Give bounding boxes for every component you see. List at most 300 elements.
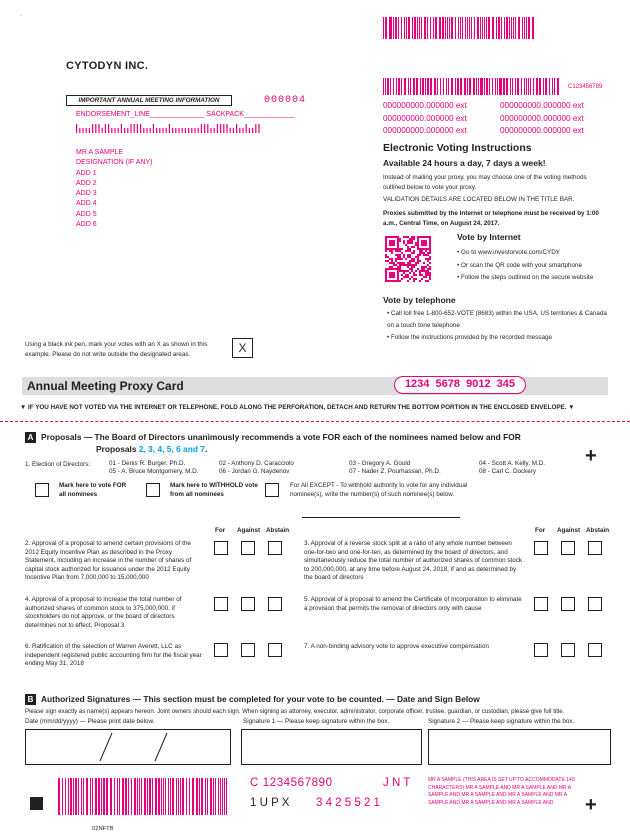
qr-module xyxy=(411,260,413,262)
qr-module xyxy=(409,254,411,256)
qr-module xyxy=(387,236,389,238)
qr-module xyxy=(389,266,391,268)
account-barcode xyxy=(383,78,561,95)
barcode-bar xyxy=(78,778,79,815)
qr-module xyxy=(393,240,395,242)
barcode-bar xyxy=(464,78,465,95)
qr-module xyxy=(385,242,387,244)
side-barcode xyxy=(20,115,34,230)
barcode-bar xyxy=(460,78,462,95)
barcode-bar xyxy=(465,17,466,39)
nominee-07: 07 - Nader Z. Pourhassan, Ph.D. xyxy=(349,468,441,475)
proposal-3-for[interactable] xyxy=(534,541,548,555)
barcode-bar xyxy=(161,778,162,815)
qr-module xyxy=(395,254,397,256)
barcode-bar xyxy=(425,78,426,95)
qr-module xyxy=(403,276,405,278)
barcode-bar xyxy=(20,181,34,182)
qr-module xyxy=(417,246,419,248)
qr-module xyxy=(391,248,393,250)
qr-module xyxy=(423,248,425,250)
col-for: For xyxy=(215,527,226,534)
barcode-bar xyxy=(390,78,392,95)
qr-module xyxy=(415,264,417,266)
barcode-bar xyxy=(515,78,516,95)
barcode-bar xyxy=(504,17,505,39)
postal-bar xyxy=(166,128,167,133)
qr-module xyxy=(391,242,393,244)
postal-bar xyxy=(159,128,160,133)
barcode-bar xyxy=(522,17,523,39)
qr-module xyxy=(417,260,419,262)
qr-module xyxy=(385,246,387,248)
barcode-bar xyxy=(186,778,187,815)
qr-module xyxy=(399,256,401,258)
barcode-bar xyxy=(433,17,435,39)
barcode-bar xyxy=(495,78,496,95)
qr-module xyxy=(409,240,411,242)
election-label: 1. Election of Directors: xyxy=(25,461,91,468)
qr-module xyxy=(419,272,421,274)
postal-bar xyxy=(140,124,141,133)
barcode-bar xyxy=(440,78,441,95)
barcode-bar xyxy=(445,17,446,39)
qr-module xyxy=(389,274,391,276)
barcode-bar xyxy=(471,17,473,39)
qr-module xyxy=(429,240,431,242)
barcode-bar xyxy=(398,78,400,95)
section-b-title: Authorized Signatures — This section must be completed for your vote to be counted. — Date and Sign Below xyxy=(41,694,480,704)
barcode-bar xyxy=(543,78,544,95)
postal-bar xyxy=(175,128,176,133)
barcode-bar xyxy=(158,778,160,815)
qr-module xyxy=(401,264,403,266)
qr-module xyxy=(423,240,425,242)
barcode-bar xyxy=(478,78,479,95)
qr-module xyxy=(407,270,409,272)
address-line: ADD 3 xyxy=(76,190,97,198)
vote-for-all-checkbox[interactable] xyxy=(35,483,49,497)
qr-module xyxy=(427,260,429,262)
postal-bar xyxy=(108,124,109,133)
ext-line: 000000000.000000 ext xyxy=(500,101,584,110)
postal-bar xyxy=(118,128,119,133)
qr-module xyxy=(397,258,399,260)
barcode-bar xyxy=(406,17,407,39)
barcode-bar xyxy=(20,149,34,151)
barcode-bar xyxy=(20,173,34,174)
proposal-7-abstain[interactable] xyxy=(588,643,602,657)
barcode-bar xyxy=(90,778,91,815)
barcode-bar xyxy=(20,152,34,154)
ext-line: 000000000.000000 ext xyxy=(383,101,467,110)
postal-bar xyxy=(220,124,221,133)
phone-step: • Call toll free 1-800-652-VOTE (8683) within the USA, US territories & Canada on a touch tone telephone xyxy=(387,310,607,329)
barcode-bar xyxy=(455,17,456,39)
barcode-bar xyxy=(207,778,208,815)
barcode-bar xyxy=(20,143,34,145)
validation-note: VALIDATION DETAILS ARE LOCATED BELOW IN THE TITLE BAR. xyxy=(383,196,575,203)
barcode-bar xyxy=(404,78,406,95)
signature-2-label: Signature 2 — Please keep signature within the box. xyxy=(428,718,575,725)
qr-module xyxy=(419,270,421,272)
barcode-bar xyxy=(106,778,108,815)
qr-module xyxy=(405,264,407,266)
barcode-bar xyxy=(408,17,410,39)
barcode-bar xyxy=(20,160,34,161)
qr-module xyxy=(409,256,411,258)
proposal-3-against[interactable] xyxy=(561,541,575,555)
proposal-7: 7. A non-binding advisory vote to approve executive compensation xyxy=(304,643,489,650)
qr-module xyxy=(425,258,427,260)
qr-module xyxy=(397,272,399,274)
footer-plus-icon: + xyxy=(585,794,597,816)
qr-module xyxy=(425,272,427,274)
qr-module xyxy=(397,244,399,246)
qr-module xyxy=(385,256,387,258)
internet-step: • Go to www.investorvote.com/CYDY xyxy=(457,249,560,256)
barcode-bar xyxy=(524,78,525,95)
qr-module xyxy=(423,276,425,278)
qr-module xyxy=(403,272,405,274)
postal-bar xyxy=(236,124,237,133)
barcode-bar xyxy=(20,177,34,179)
qr-module xyxy=(409,262,411,264)
barcode-bar xyxy=(457,78,459,95)
barcode-bar xyxy=(144,778,146,815)
qr-module xyxy=(397,250,399,252)
barcode-bar xyxy=(20,146,34,147)
barcode-bar xyxy=(20,122,34,123)
section-b-instructions: Please sign exactly as name(s) appears hereon. Joint owners should each sign. When signing as attorney, executor, administrator, corporate officer, trustee, guardian, or custodian, please give full title. xyxy=(25,708,565,715)
barcode-bar xyxy=(545,78,547,95)
barcode-bar xyxy=(404,17,405,39)
barcode-bar xyxy=(447,17,448,39)
nominee-01: 01 - Denis R. Burger, Ph.D. xyxy=(109,460,186,467)
qr-module xyxy=(425,244,427,246)
postal-bar xyxy=(204,124,205,133)
section-a-title: Proposals — The Board of Directors unanimously recommends a vote FOR each of the nominees named below and FOR xyxy=(41,432,521,442)
qr-module xyxy=(407,248,409,250)
proposal-2-against[interactable] xyxy=(241,541,255,555)
date-label: Date (mm/dd/yyyy) — Please print date below. xyxy=(25,718,155,725)
barcode-bar xyxy=(401,78,402,95)
barcode-bar xyxy=(128,778,129,815)
postal-bar xyxy=(92,124,93,133)
barcode-bar xyxy=(92,778,93,815)
proposal-7-for[interactable] xyxy=(534,643,548,657)
barcode-bar xyxy=(413,78,415,95)
proposal-6-for[interactable] xyxy=(214,643,228,657)
proposal-2-abstain[interactable] xyxy=(268,541,282,555)
barcode-bar xyxy=(20,184,34,185)
barcode-bar xyxy=(218,778,219,815)
qr-module xyxy=(429,242,431,244)
barcode-bar xyxy=(500,78,502,95)
barcode-bar xyxy=(20,221,34,223)
qr-module xyxy=(397,236,399,238)
qr-module xyxy=(389,272,391,274)
qr-module xyxy=(417,242,419,244)
qr-module xyxy=(415,270,417,272)
qr-module xyxy=(425,276,427,278)
qr-module xyxy=(417,248,419,250)
barcode-bar xyxy=(20,115,34,117)
proposal-3-abstain[interactable] xyxy=(588,541,602,555)
barcode-bar xyxy=(393,78,394,95)
qr-module xyxy=(429,266,431,268)
postal-bar xyxy=(185,128,186,133)
qr-module xyxy=(385,268,387,270)
internet-title: Vote by Internet xyxy=(457,232,521,242)
barcode-bar xyxy=(178,778,179,815)
qr-module xyxy=(419,274,421,276)
proposal-5-abstain[interactable] xyxy=(588,597,602,611)
proposal-6-against[interactable] xyxy=(241,643,255,657)
proposal-2-for[interactable] xyxy=(214,541,228,555)
barcode-bar xyxy=(408,78,409,95)
barcode-bar xyxy=(515,17,516,39)
barcode-bar xyxy=(119,778,120,815)
barcode-bar xyxy=(20,200,34,202)
qr-module xyxy=(417,244,419,246)
barcode-bar xyxy=(554,78,555,95)
barcode-bar xyxy=(511,17,512,39)
barcode-bar xyxy=(488,17,490,39)
qr-module xyxy=(427,268,429,270)
barcode-bar xyxy=(131,778,132,815)
postal-bar xyxy=(169,124,170,133)
qr-module xyxy=(419,250,421,252)
barcode-bar xyxy=(557,78,559,95)
barcode-bar xyxy=(533,78,535,95)
postal-bar xyxy=(89,128,90,133)
proposal-5-against[interactable] xyxy=(561,597,575,611)
qr-module xyxy=(403,242,405,244)
qr-module xyxy=(421,266,423,268)
postal-bar xyxy=(191,128,192,133)
qr-module xyxy=(415,262,417,264)
qr-module xyxy=(409,268,411,270)
col-abstain: Abstain xyxy=(266,527,290,534)
phone-step: • Follow the instructions provided by the recorded message xyxy=(387,334,552,341)
barcode-bar xyxy=(20,211,34,213)
barcode-bar xyxy=(410,78,412,95)
internet-step: • Or scan the QR code with your smartphone xyxy=(457,261,583,269)
postal-bar xyxy=(105,124,106,133)
qr-module xyxy=(393,274,395,276)
qr-module xyxy=(429,246,431,248)
barcode-bar xyxy=(484,17,485,39)
proposal-4-for[interactable] xyxy=(214,597,228,611)
title-text: Proposals xyxy=(96,444,137,454)
qr-module xyxy=(397,246,399,248)
signature-2-box[interactable] xyxy=(428,729,611,765)
qr-module xyxy=(385,244,387,246)
postal-barcode xyxy=(76,124,262,133)
fold-notice: ▼ IF YOU HAVE NOT VOTED VIA THE INTERNET OR TELEPHONE, FOLD ALONG THE PERFORATION, DETACH AND RETURN THE BOTTOM PORTION IN THE ENCLOSED ENVELOPE. ▼ xyxy=(20,404,575,411)
qr-module xyxy=(405,270,407,272)
barcode-bar xyxy=(510,78,511,95)
barcode-bar xyxy=(68,778,69,815)
withhold-all-checkbox[interactable] xyxy=(146,483,160,497)
qr-module xyxy=(429,278,431,280)
barcode-bar xyxy=(20,119,34,121)
barcode-bar xyxy=(469,17,470,39)
qr-module xyxy=(429,276,431,278)
barcode-bar xyxy=(465,78,466,95)
qr-module xyxy=(385,254,387,256)
barcode-bar xyxy=(421,17,422,39)
instructions-intro: Instead of mailing your proxy, you may choose one of the voting methods outlined below to vote your proxy. xyxy=(383,174,587,191)
qr-module xyxy=(391,260,393,262)
barcode-bar xyxy=(530,78,531,95)
barcode-bar xyxy=(385,17,387,39)
barcode-bar xyxy=(458,17,460,39)
footer-upx: 1 U P X xyxy=(250,797,290,809)
qr-module xyxy=(399,268,401,270)
barcode-bar xyxy=(401,17,402,39)
ext-line: 000000000.000000 ext xyxy=(500,126,584,135)
signature-1-box[interactable] xyxy=(241,729,422,765)
barcode-bar xyxy=(73,778,74,815)
postal-bar xyxy=(146,128,147,133)
qr-module xyxy=(385,240,387,242)
qr-module xyxy=(393,276,395,278)
qr-module xyxy=(397,238,399,240)
qr-module xyxy=(407,242,409,244)
barcode-bar xyxy=(414,17,416,39)
qr-module xyxy=(407,274,409,276)
qr-module xyxy=(411,238,413,240)
for-all-except-label: For All EXCEPT - To withhold authority to vote for any individual nominee(s), write the number(s) of such nominee(s) below. xyxy=(290,482,468,498)
qr-module xyxy=(389,268,391,270)
qr-module xyxy=(391,274,393,276)
barcode-bar xyxy=(147,778,148,815)
proposal-4: 4. Approval of a proposal to increase the total number of authorized shares of common stock to 375,000,000, if stockholders do not approve, or the board of directors determines not to effect, Proposal 3 xyxy=(25,596,182,629)
barcode-bar xyxy=(20,223,34,224)
qr-module xyxy=(389,244,391,246)
barcode-bar xyxy=(189,778,190,815)
barcode-bar xyxy=(122,778,124,815)
address-line: ADD 1 xyxy=(76,169,97,177)
qr-module xyxy=(427,270,429,272)
proposal-6-abstain[interactable] xyxy=(268,643,282,657)
barcode-bar xyxy=(437,78,438,95)
postal-bar xyxy=(130,124,131,133)
barcode-bar xyxy=(536,78,538,95)
qr-module xyxy=(427,280,429,282)
qr-module xyxy=(421,244,423,246)
qr-module xyxy=(395,268,397,270)
qr-module xyxy=(421,250,423,252)
qr-module xyxy=(405,276,407,278)
qr-module xyxy=(401,278,403,280)
barcode-bar xyxy=(539,78,541,95)
qr-module xyxy=(413,280,415,282)
qr-module xyxy=(385,250,387,252)
section-a-title-2 xyxy=(96,444,207,454)
qr-module xyxy=(401,252,403,254)
ext-line: 000000000.000000 ext xyxy=(500,113,584,123)
barcode-bar xyxy=(383,17,384,39)
qr-module xyxy=(391,276,393,278)
qr-module xyxy=(417,268,419,270)
barcode-bar xyxy=(532,17,534,39)
postal-bar xyxy=(172,128,173,133)
qr-module xyxy=(395,280,397,282)
qr-module xyxy=(421,278,423,280)
except-write-line[interactable] xyxy=(302,517,460,518)
qr-module xyxy=(425,254,427,256)
top-tick: · xyxy=(20,13,22,19)
qr-module xyxy=(427,272,429,274)
barcode-bar xyxy=(396,78,397,95)
postal-bar xyxy=(162,128,163,133)
qr-module xyxy=(399,240,401,242)
qr-module xyxy=(411,252,413,254)
date-box[interactable] xyxy=(25,729,231,765)
qr-module xyxy=(413,250,415,252)
qr-module xyxy=(423,244,425,246)
section-b-badge: B xyxy=(25,694,36,705)
proposal-7-against[interactable] xyxy=(561,643,575,657)
proposal-4-against[interactable] xyxy=(241,597,255,611)
proposal-4-abstain[interactable] xyxy=(268,597,282,611)
qr-module xyxy=(429,244,431,246)
barcode-bar xyxy=(152,778,153,815)
barcode-bar xyxy=(182,778,184,815)
barcode-bar xyxy=(137,778,138,815)
barcode-bar xyxy=(149,778,151,815)
barcode-bar xyxy=(210,778,212,815)
barcode-bar xyxy=(20,204,34,206)
qr-module xyxy=(411,270,413,272)
qr-module xyxy=(415,244,417,246)
postal-bar xyxy=(214,128,215,133)
qr-module xyxy=(385,276,387,278)
qr-module xyxy=(403,264,405,266)
qr-module xyxy=(405,250,407,252)
barcode-bar xyxy=(134,778,136,815)
qr-module xyxy=(425,280,427,282)
qr-module xyxy=(417,240,419,242)
postal-bar xyxy=(252,128,253,133)
qr-module xyxy=(417,258,419,260)
qr-module xyxy=(429,272,431,274)
barcode-bar xyxy=(170,778,171,815)
title-end: . xyxy=(204,444,208,454)
for-all-except-checkbox[interactable] xyxy=(265,483,279,497)
col-for-right: For xyxy=(535,527,546,534)
barcode-bar xyxy=(486,17,487,39)
qr-module xyxy=(407,266,409,268)
phone-steps xyxy=(387,308,609,344)
qr-code[interactable] xyxy=(385,236,431,282)
barcode-bar xyxy=(139,778,140,815)
qr-module xyxy=(407,276,409,278)
qr-module xyxy=(429,274,431,276)
qr-module xyxy=(425,270,427,272)
barcode-bar xyxy=(20,132,34,133)
barcode-bar xyxy=(20,170,34,171)
qr-module xyxy=(429,252,431,254)
postal-bar xyxy=(230,128,231,133)
qr-module xyxy=(395,264,397,266)
barcode-bar xyxy=(428,78,429,95)
proposal-5-for[interactable] xyxy=(534,597,548,611)
qr-module xyxy=(413,258,415,260)
